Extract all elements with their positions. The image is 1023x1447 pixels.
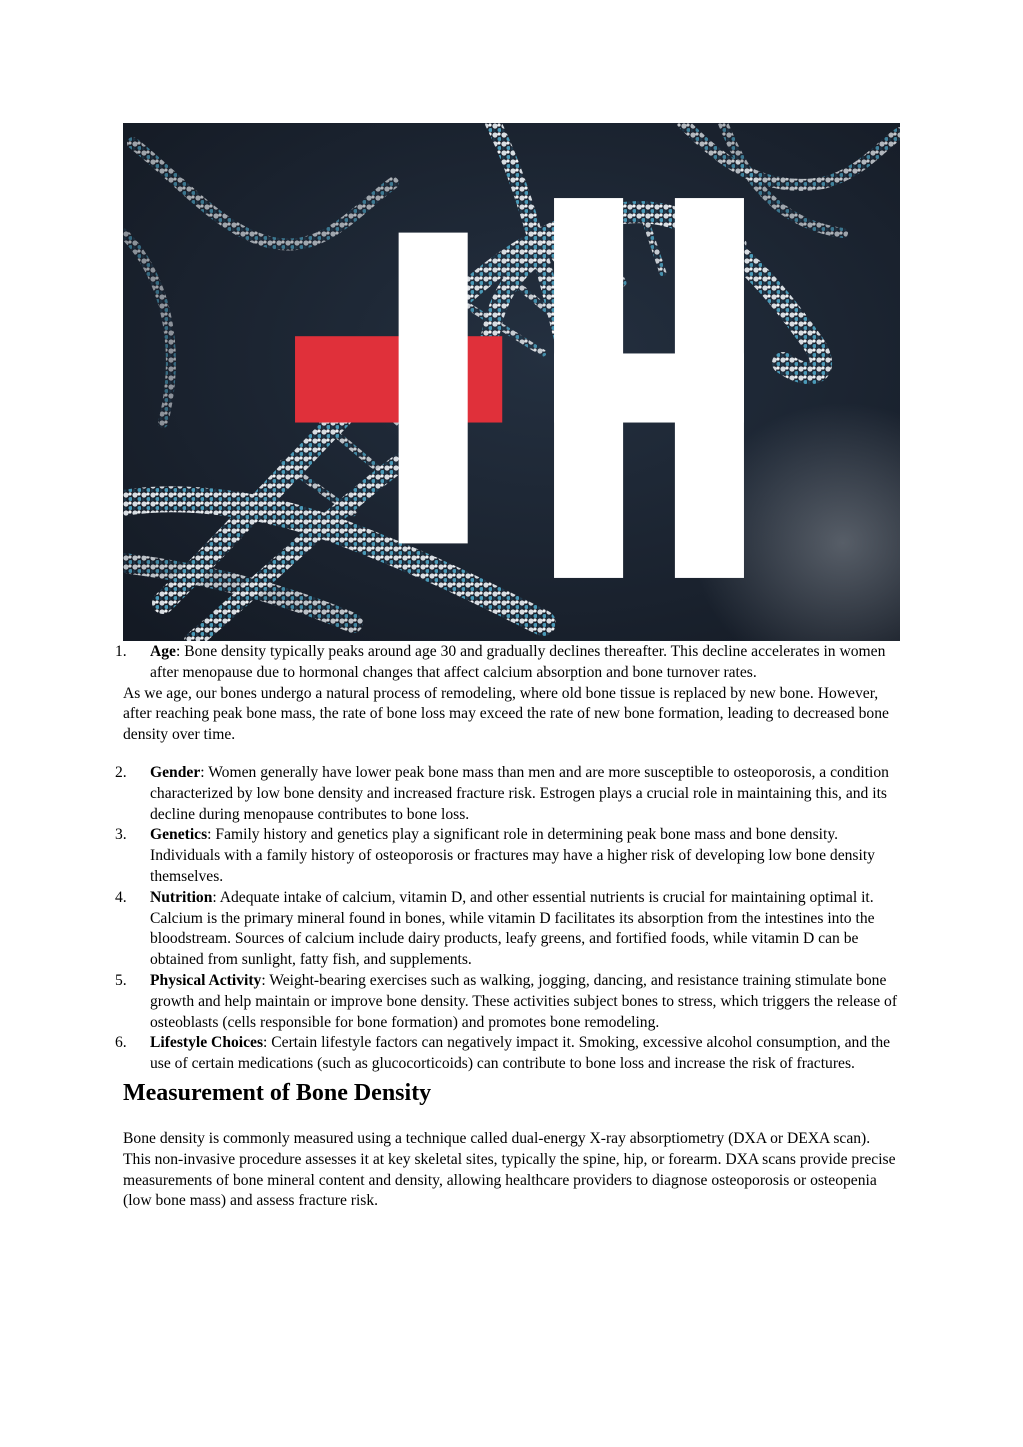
factor-title: Age bbox=[150, 643, 176, 660]
section-heading: Measurement of Bone Density bbox=[123, 1079, 432, 1106]
measurement-paragraph: Bone density is commonly measured using a technique called dual-energy X-ray absorptiometry (DXA or DEXA scan). This non-invasive procedure assesses it at key skeletal sites, typically the spine, hip, or forearm. DXA scans provide precise measurements of bone mineral content and density, allowing healthcare providers to diagnose osteoporosis or osteopenia (low bone mass) and assess fracture risk. bbox=[123, 1129, 896, 1210]
aging-paragraph: As we age, our bones undergo a natural process of remodeling, where old bone tissue is replaced by new bone. However, after reaching peak bone mass, the rate of bone loss may exceed the rate of new bone formation, leading to decreased bone density over time. bbox=[123, 684, 889, 744]
factor-title: Nutrition bbox=[150, 888, 213, 906]
list-item: 5. Physical Activity: Weight-bearing exercises such as walking, jogging, dancing, and resistance training stimulate bone growth and help maintain or improve bone density. These activities subject bones to stress, which triggers the release of osteoblasts (cells responsible for bone formation) and promotes bone remodeling. bbox=[115, 971, 898, 1031]
factor-text: : Weight-bearing exercises such as walking, jogging, dancing, and resistance training stimulate bone growth and help maintain or improve bone density. These activities subject bones to stress, which triggers the release of osteoblasts (cells responsible for bone formation) and promotes bone remodeling. bbox=[150, 971, 898, 1031]
factor-title: Gender bbox=[150, 763, 201, 781]
factors-list-b bbox=[115, 763, 901, 1075]
factor-text: : Bone density typically peaks around age 30 and gradually declines thereafter. This decline accelerates in women after menopause due to hormonal changes that affect calcium absorption and bone turnover rates. bbox=[150, 643, 886, 681]
hh-logo-icon bbox=[131, 129, 900, 641]
factor-text: : Certain lifestyle factors can negatively impact it. Smoking, excessive alcohol consumption, and the use of certain medications (such as glucocorticoids) can contribute to bone loss and increase the risk of fractures. bbox=[150, 1034, 891, 1073]
factor-text: : Adequate intake of calcium, vitamin D, and other essential nutrients is crucial for maintaining optimal it. Calcium is the primary mineral found in bones, while vitamin D facilitates its absorption from the intestines into the bloodstream. Sources of calcium include dairy products, leafy greens, and fortified foods, while vitamin D can be obtained from sunlight, fatty fish, and supplements. bbox=[150, 888, 875, 969]
list-item: 6. Lifestyle Choices: Certain lifestyle factors can negatively impact it. Smoking, excessive alcohol consumption, and the use of certain medications (such as glucocorticoids) can contribute to bone loss and increase the risk of fractures. bbox=[115, 1034, 891, 1073]
factor-title: Physical Activity bbox=[150, 971, 262, 989]
list-item: 2. Gender: Women generally have lower peak bone mass than men and are more susceptible to osteoporosis, a condition characterized by low bone density and increased fracture risk. Estrogen plays a crucial role in maintaining this, and its decline during menopause contributes to bone loss. bbox=[115, 763, 889, 823]
list-item: 1. Age: Bone density typically peaks around age 30 and gradually declines thereafter. This decline accelerates in women after menopause due to hormonal changes that affect calcium absorption and bone turnover rates. bbox=[115, 643, 886, 681]
article-body bbox=[115, 642, 901, 1212]
factor-title: Lifestyle Choices bbox=[150, 1034, 264, 1052]
factors-list-a bbox=[115, 642, 901, 684]
factor-text: : Family history and genetics play a significant role in determining peak bone mass and bone density. Individuals with a family history of osteoporosis or fractures may have a higher risk of developing low bone density themselves. bbox=[150, 826, 875, 885]
list-item: 3. Genetics: Family history and genetics play a significant role in determining peak bone mass and bone density. Individuals with a family history of osteoporosis or fractures may have a higher risk of developing low bone density themselves. bbox=[115, 826, 875, 885]
factor-title: Genetics bbox=[150, 826, 208, 844]
factor-text: : Women generally have lower peak bone mass than men and are more susceptible to osteoporosis, a condition characterized by low bone density and increased fracture risk. Estrogen plays a crucial role in maintaining this, and its decline during menopause contributes to bone loss. bbox=[150, 763, 889, 823]
list-item: 4. Nutrition: Adequate intake of calcium, vitamin D, and other essential nutrients is crucial for maintaining optimal it. Calcium is the primary mineral found in bones, while vitamin D facilitates its absorption from the intestines into the bloodstream. Sources of calcium include dairy products, leafy greens, and fortified foods, while vitamin D can be obtained from sunlight, fatty fish, and supplements. bbox=[115, 888, 875, 969]
hero-image bbox=[123, 123, 900, 641]
